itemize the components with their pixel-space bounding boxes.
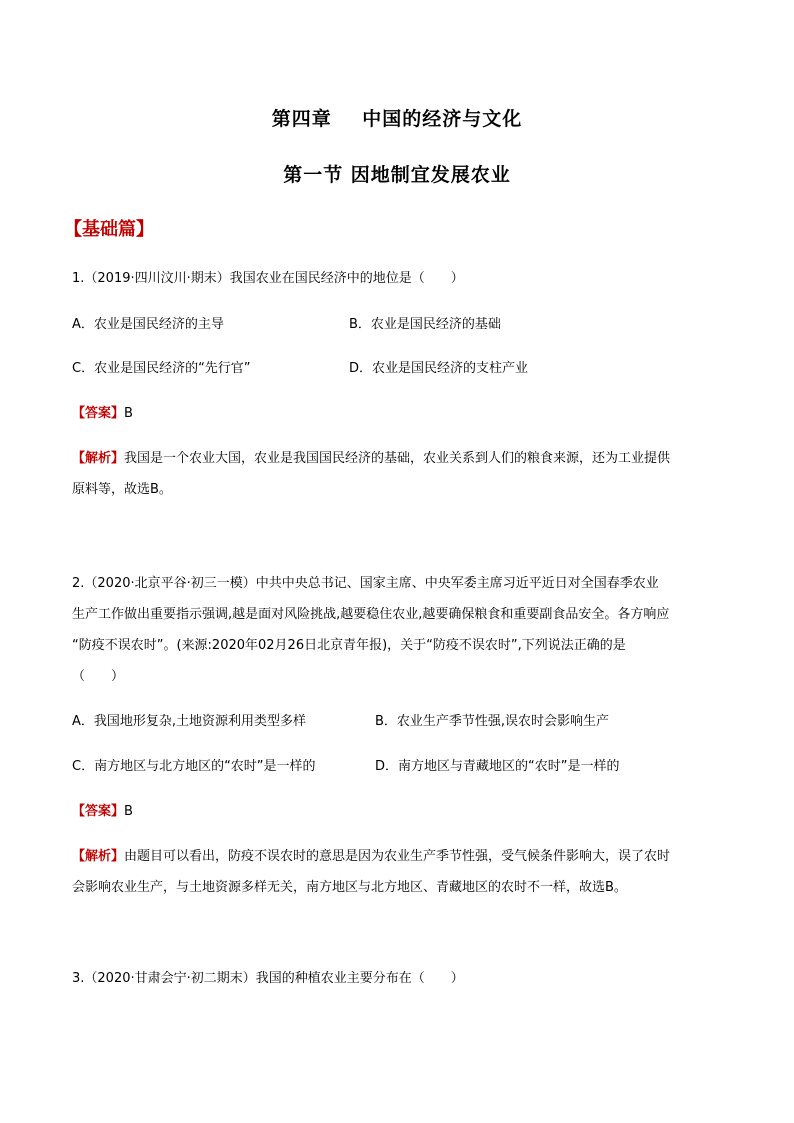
q3-stem: 3.（2020·甘肃会宁·初二期末）我国的种植农业主要分布在（ ） [72,971,464,986]
q1-analysis-line-1 [72,451,670,467]
section-title: 第一节 因地制宜发展农业 [283,164,511,186]
q1-option-a: A．农业是国民经济的主导 [72,317,224,332]
q1-analysis-line-2: 原料等，故选B。 [72,482,172,497]
q1-answer-value: B [124,406,133,421]
q2-stem-line-2: 生产工作做出重要指示强调,越是面对风险挑战,越要稳住农业,越要确保粮食和重要副食品安全。各方响应 [72,607,670,622]
q2-answer [72,804,133,820]
part-label: 【基础篇】 [64,219,154,240]
q1-answer [72,406,133,422]
analysis-label: 【解析】 [72,451,125,466]
q1-option-b: B．农业是国民经济的基础 [349,317,501,332]
q2-stem-line-1: 2.（2020·北京平谷·初三一模）中共中央总书记、国家主席、中央军委主席习近平近日对全国春季农业 [72,576,659,591]
q2-option-c: C．南方地区与北方地区的“农时”是一样的 [72,759,316,774]
q2-option-a: A．我国地形复杂,土地资源利用类型多样 [72,714,307,729]
q2-answer-value: B [124,804,133,819]
analysis-label: 【解析】 [72,849,125,864]
q2-option-b: B．农业生产季节性强,误农时会影响生产 [375,714,610,729]
q1-analysis-text-1: 我国是一个农业大国，农业是我国国民经济的基础，农业关系到人们的粮食来源，还为工业提供 [124,451,671,466]
q1-stem: 1.（2019·四川汶川·期末）我国农业在国民经济中的地位是（ ） [72,271,464,286]
q2-analysis-text-1: 由题目可以看出，防疫不误农时的意思是因为农业生产季节性强，受气候条件影响大，误了农时 [124,849,671,864]
q2-option-d: D．南方地区与青藏地区的“农时”是一样的 [375,759,620,774]
q1-option-d: D．农业是国民经济的支柱产业 [349,361,529,376]
answer-label: 【答案】 [72,406,125,421]
answer-label: 【答案】 [72,804,125,819]
q1-option-c: C．农业是国民经济的“先行官” [72,361,251,376]
q2-analysis-line-2: 会影响农业生产，与土地资源多样无关，南方地区与北方地区、青藏地区的农时不一样，故选B。 [72,880,627,895]
q2-analysis-line-1 [72,849,670,865]
q2-stem-line-4: （ ） [72,669,125,684]
q2-stem-line-3: “防疫不误农时”。(来源:2020年02月26日北京青年报)，关于“防疫不误农时”,下列说法正确的是 [72,638,626,653]
chapter-title: 第四章 中国的经济与文化 [271,108,523,130]
